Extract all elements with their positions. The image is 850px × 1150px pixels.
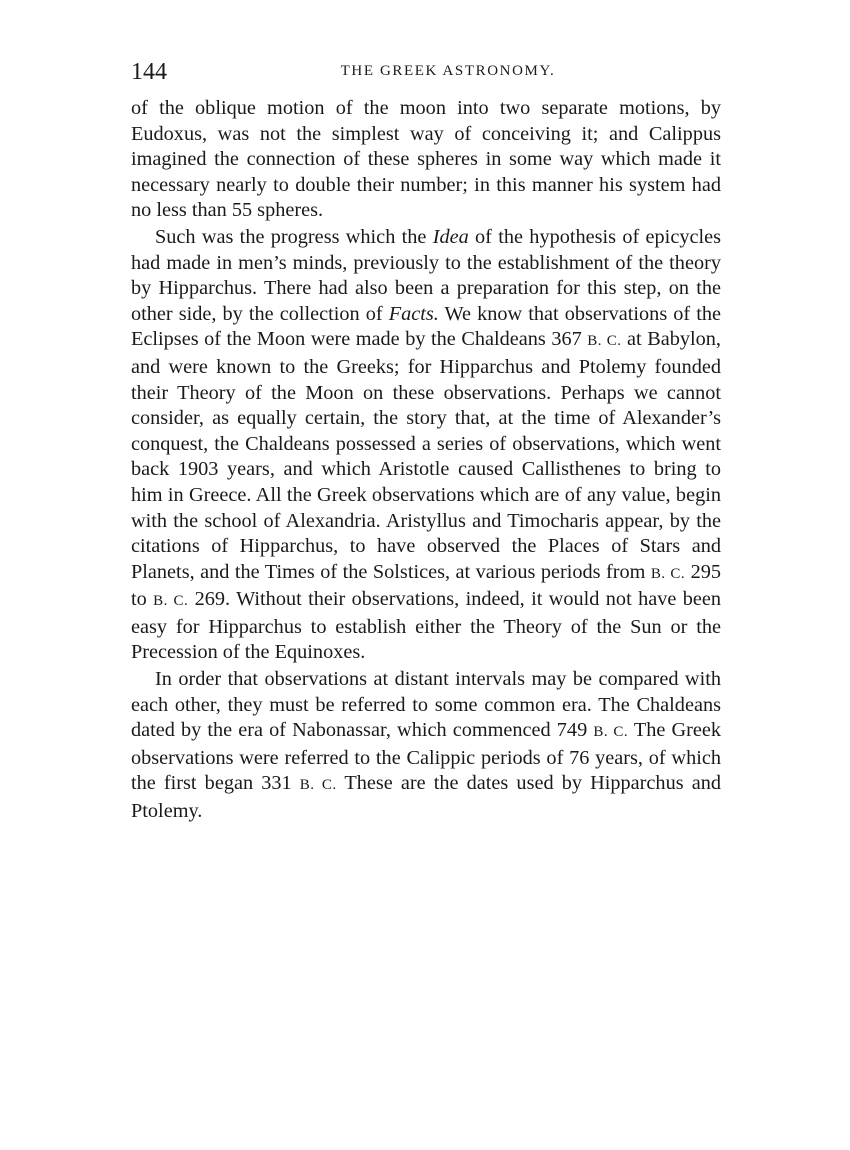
era-abbreviation: B. C. bbox=[153, 593, 189, 610]
running-title: THE GREEK ASTRONOMY. bbox=[340, 63, 556, 79]
paragraph-1-text: of the oblique motion of the moon into two separate motions, by Eudoxus, was not the simplest way of conceiving it; and Calippus imagined the connection of these spheres in some way which made it necessary nearly to double their number; in this manner his system had no less than 55 spheres. bbox=[131, 97, 721, 222]
paragraph-3-part-1: In order that observations at distant intervals may be compared with each other, they must be referred to some common era. The Chaldeans dated by the era of Nabonassar, which commenced 749 bbox=[131, 668, 721, 742]
paragraph-2-part-6: 269. Without their observations, indeed, it would not have been easy for Hipparchus to establish either the Theory of the Sun or the Precession of the Equinoxes. bbox=[131, 588, 721, 664]
era-abbreviation: B. C. bbox=[650, 565, 686, 582]
paragraph-2-part-1: Such was the progress which the bbox=[155, 225, 433, 248]
page-number: 144 bbox=[131, 59, 167, 85]
era-abbreviation: B. C. bbox=[587, 333, 622, 350]
era-abbreviation: B. C. bbox=[299, 777, 337, 794]
page-header bbox=[131, 58, 721, 90]
paragraph-2-part-4: at Babylon, and were known to the Greeks; for Hipparchus and Ptolemy founded their Theory of the Moon on these observations. Perhaps we cannot consider, as equally certain, the story that, at the time of Alexander’s conquest, the Chaldeans possessed a series of observations, which went back 1903 years, and which Aristotle caused Callisthenes to bring to him in Greece. All the Greek observations which are of any value, begin with the school of Alexandria. Aristyllus and Timocharis appear, by the citations of Hipparchus, to have observed the Places of Stars and Planets, and the Times of the Solstices, at various periods from bbox=[131, 328, 721, 583]
idea-italic: Idea bbox=[432, 225, 469, 248]
paragraph-2-part-3: We know that observations of the Eclipses of the Moon were made by the Chaldeans 367 bbox=[131, 302, 721, 351]
paragraph-2-part-5: 295 to bbox=[131, 560, 721, 611]
facts-italic: Facts. bbox=[388, 302, 439, 325]
paragraph-3 bbox=[131, 667, 721, 825]
paragraph-2-part-2: of the hypothesis of epicycles had made in men’s minds, previously to the establishment of the theory by Hipparchus. There had also been a preparation for this step, on the other side, by the collection of bbox=[131, 225, 721, 325]
paragraph-3-part-3: These are the dates used by Hipparchus and Ptolemy. bbox=[131, 772, 722, 823]
era-abbreviation: B. C. bbox=[593, 724, 629, 741]
body-text bbox=[131, 96, 721, 825]
paragraph-2 bbox=[131, 225, 721, 666]
paragraph-3-part-2: The Greek observations were referred to the Calippic periods of 76 years, of which the first began 331 bbox=[131, 719, 722, 795]
paragraph-1 bbox=[131, 96, 721, 224]
